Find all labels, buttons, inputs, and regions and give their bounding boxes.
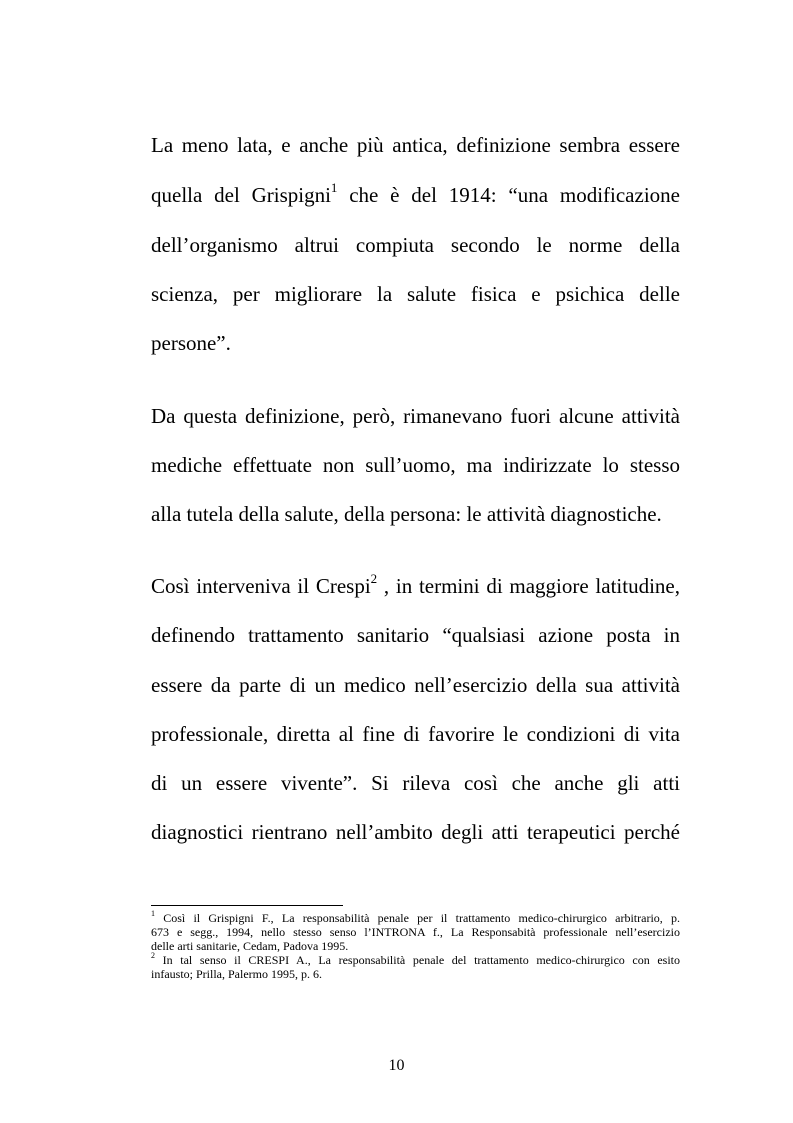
footnote-reference: 1 [330,180,338,195]
body-line: alla tutela della salute, della persona: le attività diagnostiche. [151,502,662,526]
footnote-separator [151,905,343,906]
body-line: di un essere vivente”. Si rileva così che anche gli atti [151,771,680,795]
footnote-marker: 2 [151,951,155,960]
body-line: La meno lata, e anche più antica, definizione sembra essere [151,133,680,157]
footnote-line: infausto; Prilla, Palermo 1995, p. 6. [151,967,322,981]
body-line: Così interveniva il Crespi$^2$ , in termini di maggiore latitudine, [151,571,680,598]
footnote-marker: 1 [151,909,155,918]
footnote-reference: 2 [370,571,378,586]
footnote-line: $^2$ In tal senso il CRESPI A., La responsabilità penale del trattamento medico-chirurgico con esito [151,951,680,967]
body-line: definendo trattamento sanitario “qualsiasi azione posta in [151,623,680,647]
body-line: dell’organismo altrui compiuta secondo le norme della [151,233,680,257]
body-line: mediche effettuate non sull’uomo, ma indirizzate lo stesso [151,453,680,477]
body-line: essere da parte di un medico nell’esercizio della sua attività [151,673,680,697]
body-line: Da questa definizione, però, rimanevano fuori alcune attività [151,404,680,428]
body-line: persone”. [151,331,231,355]
page-number: 10 [388,1057,405,1074]
footnote-line: 673 e segg., 1994, nello stesso senso l’INTRONA f., La Responsabità professionale nell’esercizio [151,925,680,939]
footnote-line: $^1$ Così il Grispigni F., La responsabilità penale per il trattamento medico-chirurgico arbitrario, p. [151,909,680,925]
body-line: diagnostici rientrano nell’ambito degli atti terapeutici perché [151,820,680,844]
footnote-line: delle arti sanitarie, Cedam, Padova 1995. [151,939,349,953]
body-line: professionale, diretta al fine di favorire le condizioni di vita [151,722,680,746]
body-line: quella del Grispigni$^1$ che è del 1914: “una modificazione [151,180,680,207]
body-line: scienza, per migliorare la salute fisica e psichica delle [151,282,680,306]
